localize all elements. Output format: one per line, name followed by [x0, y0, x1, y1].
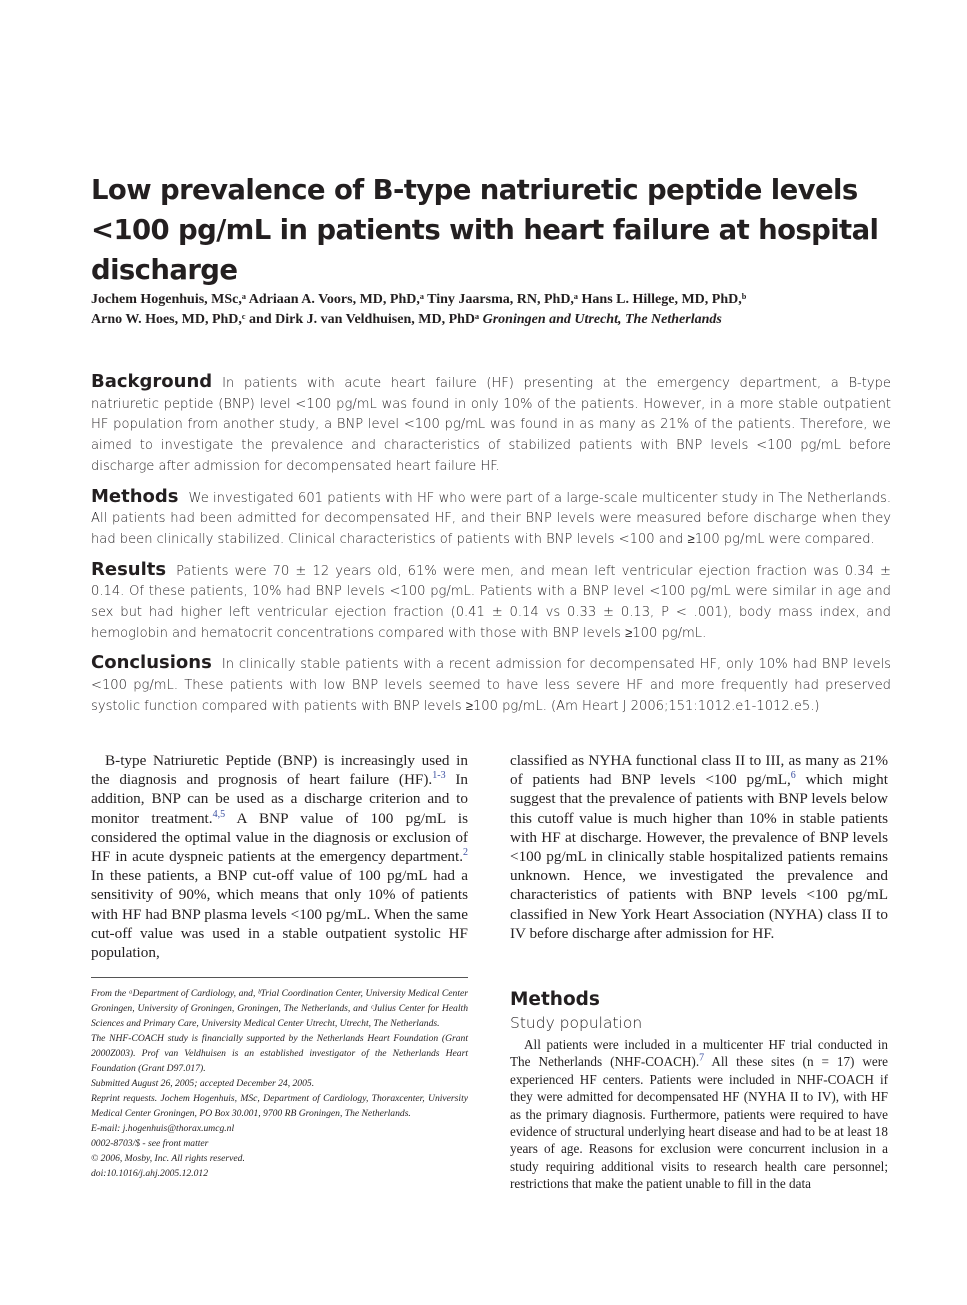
intro-paragraph	[91, 751, 468, 962]
body-text: B-type Natriuretic Peptide (BNP) is increasingly used in the diagnosis and prognosis of heart failure (HF).	[91, 752, 468, 789]
abstract-heading: Background	[91, 371, 213, 392]
body-text: classified as NYHA functional class II to III, as many as 21% of patients had BNP levels <100 pg/mL,	[510, 752, 888, 789]
methods-paragraph	[510, 1036, 888, 1193]
author-list	[91, 290, 891, 330]
abstract-text: In patients with acute heart failure (HF) presenting at the emergency department, a B-type natriuretic peptide (BNP) level <100 pg/mL was found in only 10% of the patients. However, in a more stable outpatient HF population from another study, a BNP level <100 pg/mL was found in as many as 21% of the patients. Therefore, we aimed to investigate the prevalence and characteristics of stabilized patients with BNP levels <100 pg/mL before discharge after admission for decompensated heart failure HF.	[91, 376, 891, 474]
abstract-background	[91, 372, 891, 478]
abstract-methods	[91, 487, 891, 551]
authors-line-1: Jochem Hogenhuis, MSc,ᵃ Adriaan A. Voors, MD, PhD,ᵃ Tiny Jaarsma, RN, PhD,ᵃ Hans L. Hillege, MD, PhD,ᵇ	[91, 292, 747, 307]
abstract-text: We investigated 601 patients with HF who were part of a large-scale multicenter study in The Netherlands. All patients had been admitted for decompensated HF, and their BNP levels were measured before discharge when they had been clinically stabilized. Clinical characteristics of patients with BNP levels <100 and ≥100 pg/mL were compared.	[91, 490, 891, 547]
footnote-affiliations: From the ᵃDepartment of Cardiology, and, ᵇTrial Coordination Center, University Medical Center Groningen, University of Groningen, Groningen, The Netherlands, and ᶜJulius Center for Health Sciences and Primary Care, University Medical Center Utrecht, Utrecht, The Netherlands.	[91, 988, 468, 1029]
body-text: In these patients, a BNP cut-off value of 100 pg/mL had a sensitivity of 90%, which means that only 10% of patients with HF had BNP plasma levels <100 pg/mL. When the same cut-off value was used in a stable outpatient systolic HF population,	[91, 867, 468, 962]
body-text: which might suggest that the prevalence of patients with BNP levels below this cutoff value is much higher than 10% in stable patients with HF at discharge. However, the prevalence of BNP levels <100 pg/mL in clinically stable hospitalized patients remains unknown. Hence, we investigated the prevalence and characteristics of patients with BNP levels <100 pg/mL classified in New York Heart Association (NYHA) class II to IV before discharge after admission for HF.	[510, 771, 888, 942]
abstract-heading: Results	[91, 558, 167, 580]
abstract-results	[91, 560, 891, 645]
reference-link[interactable]: 4,5	[212, 808, 226, 820]
footnote-doi[interactable]: doi:10.1016/j.ahj.2005.12.012	[91, 1168, 208, 1179]
footnote-copyright: © 2006, Mosby, Inc. All rights reserved.	[91, 1153, 245, 1164]
abstract-text: Patients were 70 ± 12 years old, 61% were men, and mean left ventricular ejection fraction was 0.34 ± 0.14. Of these patients, 10% had BNP levels <100 pg/mL. Patients with a BNP level <100 pg/mL were similar in age and sex but had higher left ventricular ejection fraction (0.41 ± 0.14 vs 0.33 ± 0.13, P < .001), body mass index, and hemoglobin and hematocrit concentrations compared with those with BNP levels ≥100 pg/mL.	[91, 563, 891, 641]
reference-link[interactable]: 1-3	[432, 770, 446, 782]
body-text: A BNP value of 100 pg/mL is considered the optimal value in the diagnosis or exclusion of HF in acute dyspneic patients at the emergency department.	[91, 809, 469, 866]
body-text: In addition, BNP can be used as a discharge criterion and to monitor treatment.	[91, 771, 468, 827]
abstract-text: In clinically stable patients with a recent admission for decompensated HF, only 10% had BNP levels <100 pg/mL. These patients with low BNP levels seemed to have less severe HF and more frequently had preserved systolic function compared with patients with BNP levels ≥100 pg/mL. (Am Heart J 2006;151:1012.e1-1012.e5.)	[91, 657, 891, 714]
methods-text	[510, 1036, 888, 1193]
footnote-divider	[91, 977, 468, 978]
abstract-heading: Methods	[91, 485, 179, 507]
body-text: All patients were included in a multicenter HF trial conducted in The Netherlands (NHF-COACH).	[510, 1037, 888, 1070]
footnote-issn: 0002-8703/$ - see front matter	[91, 1138, 209, 1149]
intro-paragraph-continued	[510, 751, 888, 943]
abstract	[91, 372, 891, 727]
authors-line-2	[91, 310, 891, 330]
abstract-conclusions	[91, 653, 891, 717]
abstract-heading: Conclusions	[91, 652, 212, 674]
section-heading-methods: Methods	[510, 989, 600, 1010]
footnote-dates: Submitted August 26, 2005; accepted December 24, 2005.	[91, 1078, 315, 1089]
subsection-heading: Study population	[510, 1014, 643, 1032]
reference-link[interactable]: 2	[463, 846, 468, 858]
footnotes	[91, 986, 468, 1181]
reference-link[interactable]: 6	[790, 770, 796, 782]
reference-link[interactable]: 7	[699, 1053, 705, 1065]
footnote-email[interactable]: E-mail: j.hogenhuis@thorax.umcg.nl	[91, 1123, 235, 1134]
author-affiliation: Groningen and Utrecht, The Netherlands	[482, 312, 722, 327]
body-text: All these sites (n = 17) were experienced HF centers. Patients were included in NHF-COACH if they were admitted for decompensated HF (NYHA II to IV), with HF as the primary diagnosis. Furthermore, patients were required to have evidence of structural underlying heart disease and had to be at least 18 years of age. Reasons for exclusion were concurrent inclusion in a study requiring additional visits to research health care personnel; restrictions that make the patient unable to fill in the data	[510, 1054, 888, 1192]
footnote-reprints: Reprint requests. Jochem Hogenhuis, MSc, Department of Cardiology, Thoraxcenter, University Medical Center Groningen, PO Box 30.001, 9700 RB Groningen, The Netherlands.	[91, 1093, 468, 1119]
authors-line-2-names: Arno W. Hoes, MD, PhD,ᶜ and Dirk J. van Veldhuisen, MD, PhDᵃ	[91, 312, 480, 327]
article-title: Low prevalence of B-type natriuretic peptide levels <100 pg/mL in patients with heart failure at hospital discharge	[91, 174, 879, 286]
footnote-funding: The NHF-COACH study is financially supported by the Netherlands Heart Foundation (Grant 2000Z003). Prof van Veldhuisen is an established investigator of the Netherlands Heart Foundation (Grant D97.017).	[91, 1033, 468, 1074]
body-column-left	[91, 751, 468, 962]
body-column-right	[510, 751, 888, 943]
